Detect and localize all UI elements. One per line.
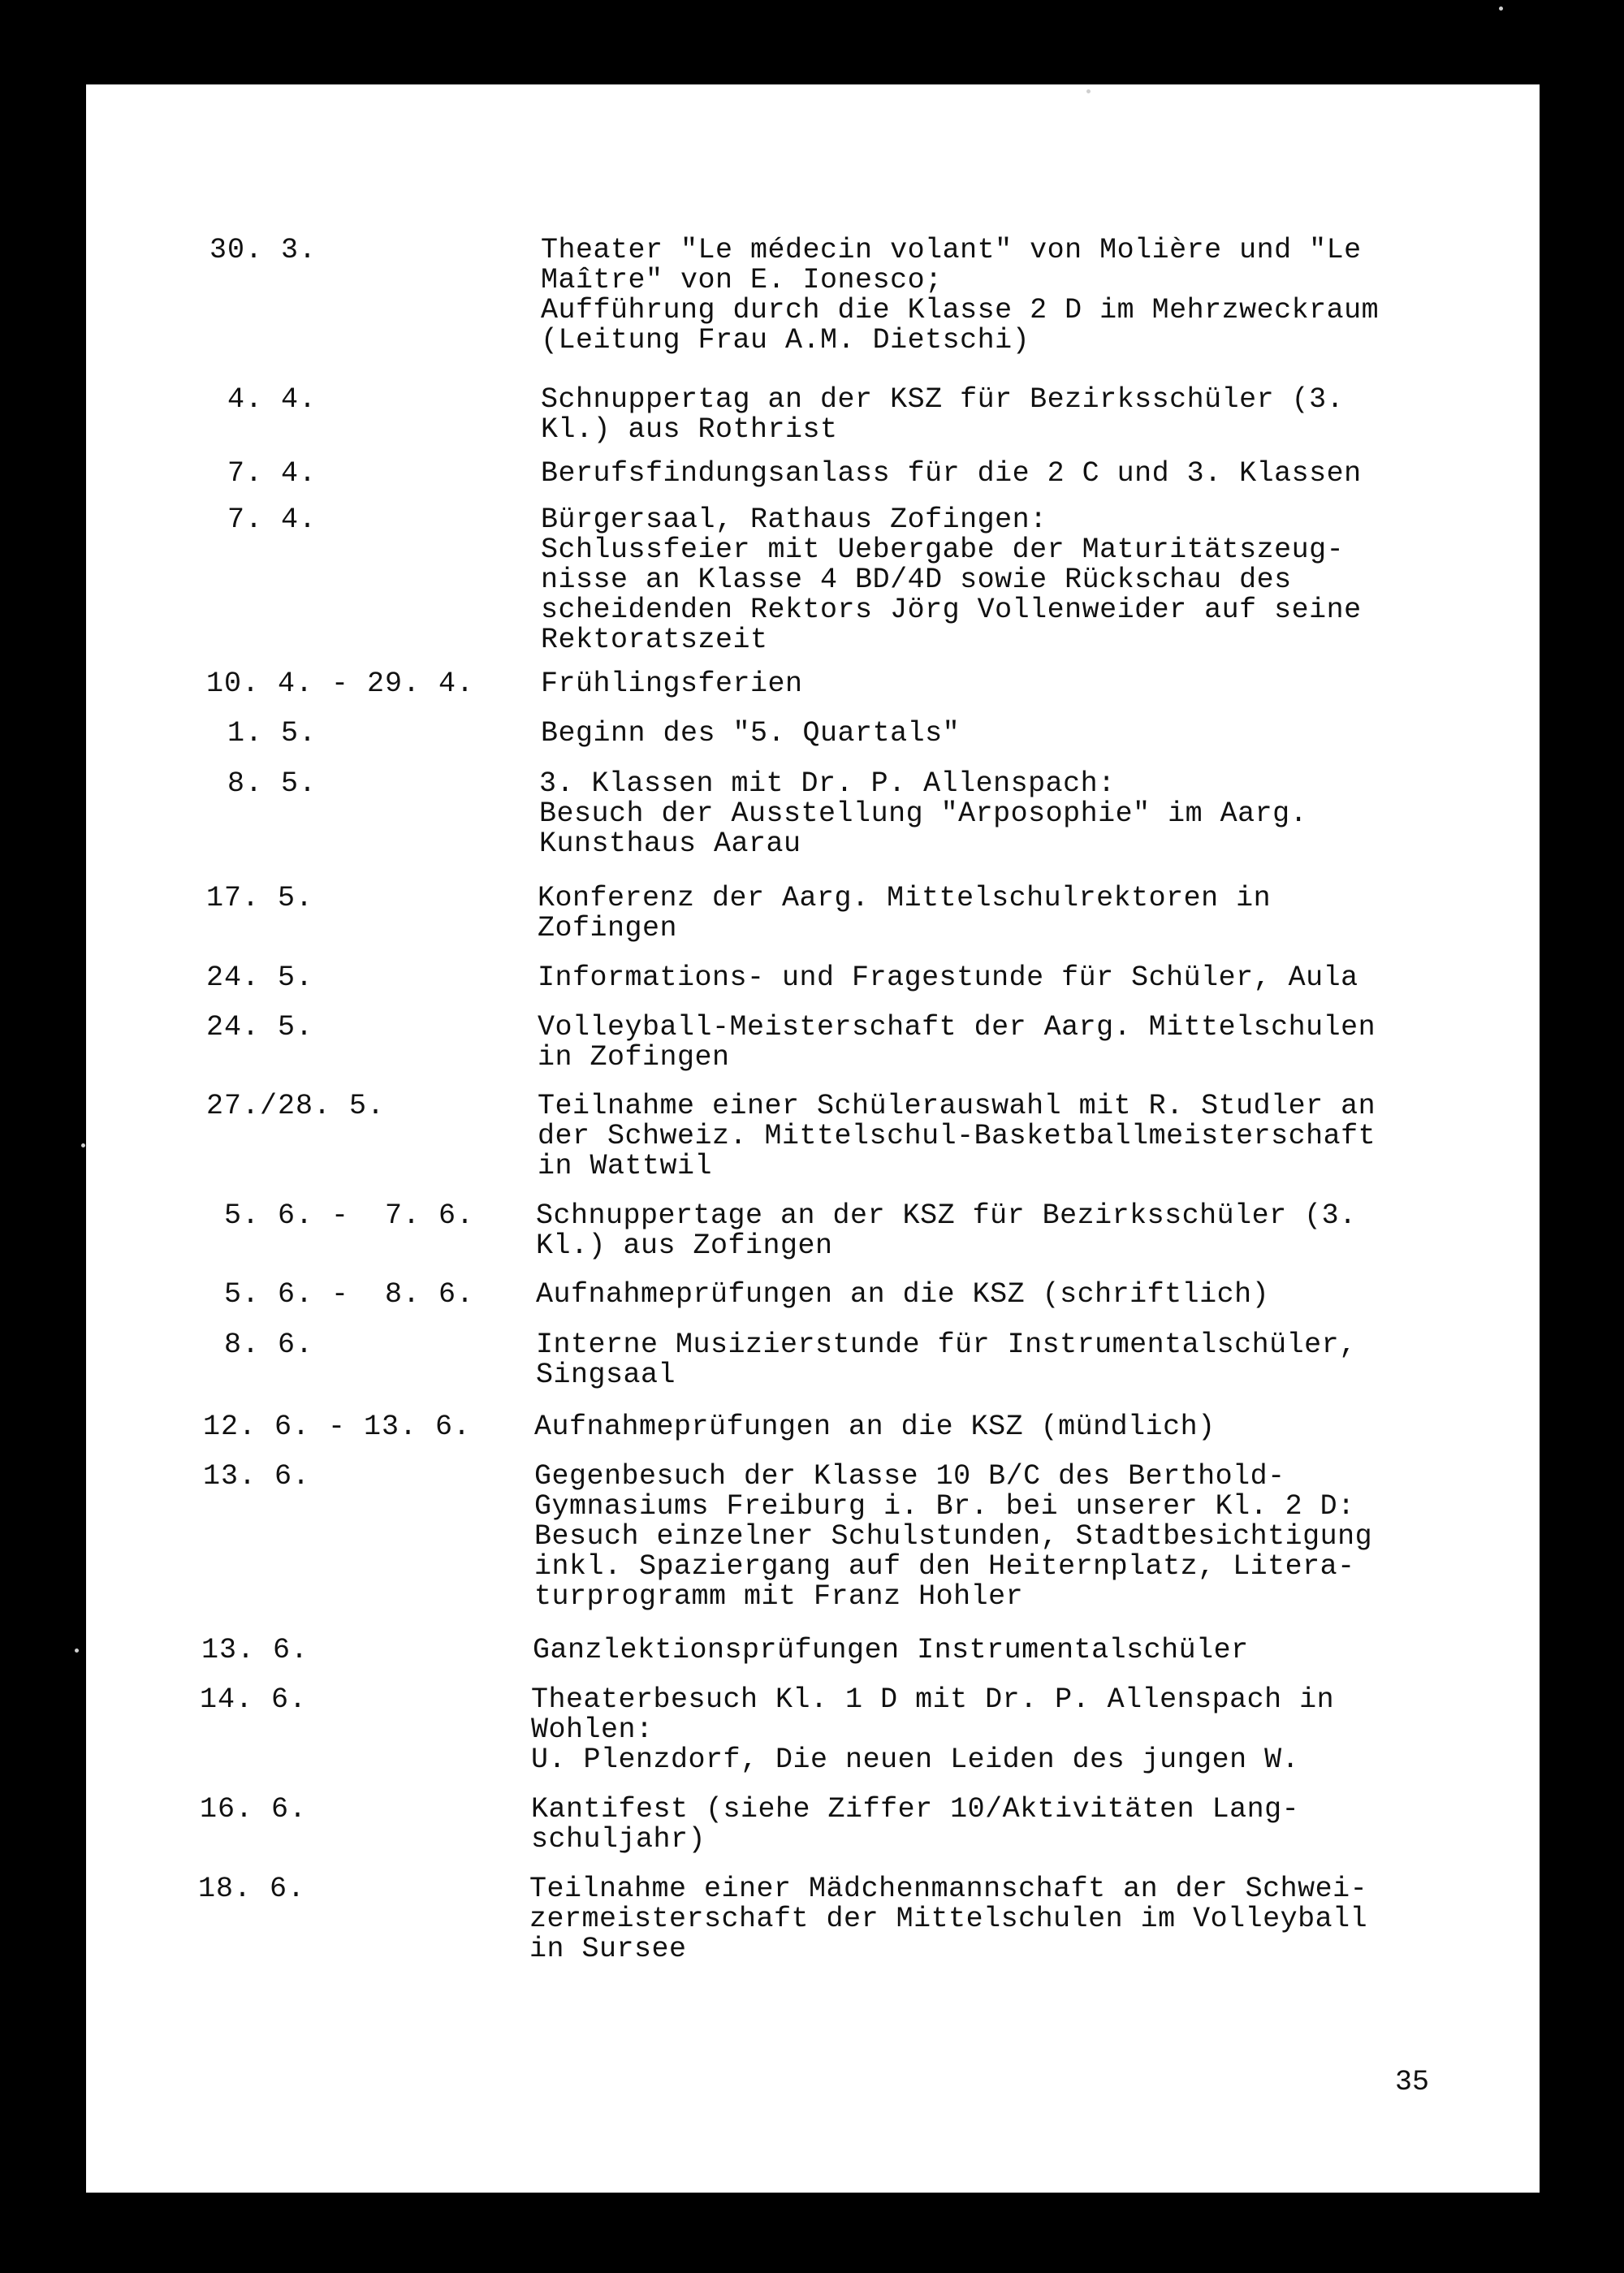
scan-speck — [81, 1143, 85, 1147]
event-description: Bürgersaal, Rathaus Zofingen: Schlussfeier mit Uebergabe der Maturitätszeug- nisse an Klasse 4 BD/4D sowie Rückschau des scheidenden Rektors Jörg Vollenweider auf seine Rektoratszeit — [541, 503, 1362, 656]
event-description: Aufnahmeprüfungen an die KSZ (mündlich) — [534, 1411, 1216, 1443]
event-date: 24. 5. — [206, 961, 314, 994]
event-description: Aufnahmeprüfungen an die KSZ (schriftlich) — [536, 1278, 1270, 1311]
document-page — [86, 84, 1540, 2193]
scan-speck — [75, 1649, 79, 1653]
event-date: 7. 4. — [209, 503, 317, 536]
event-list — [86, 84, 1540, 2193]
event-date: 14. 6. — [200, 1683, 308, 1716]
event-date: 17. 5. — [206, 882, 314, 914]
event-description: Informations- und Fragestunde für Schüler, Aula — [538, 961, 1358, 994]
event-description: Frühlingsferien — [541, 668, 803, 700]
event-description: Theaterbesuch Kl. 1 D mit Dr. P. Allenspach in Wohlen: U. Plenzdorf, Die neuen Leiden des jungen W. — [531, 1683, 1335, 1776]
event-date: 18. 6. — [198, 1873, 306, 1905]
scan-speck — [1499, 6, 1503, 11]
event-date: 13. 6. — [203, 1460, 311, 1493]
event-date: 7. 4. — [209, 457, 317, 490]
event-description: Berufsfindungsanlass für die 2 C und 3. Klassen — [541, 457, 1362, 490]
event-date: 13. 6. — [201, 1634, 309, 1666]
event-date: 24. 5. — [206, 1011, 314, 1044]
event-date: 10. 4. - 29. 4. — [206, 668, 475, 700]
event-description: Interne Musizierstunde für Instrumentalschüler, Singsaal — [536, 1329, 1357, 1391]
scan-speck — [1086, 89, 1091, 93]
event-date: 16. 6. — [200, 1793, 308, 1826]
event-date: 1. 5. — [209, 717, 317, 750]
event-description: Gegenbesuch der Klasse 10 B/C des Berthold- Gymnasiums Freiburg i. Br. bei unserer Kl. 2 D: Besuch einzelner Schulstunden, Stadtbesichtigung inkl. Spaziergang auf den Heiternplatz, Litera- turprogramm mit Franz Hohler — [534, 1460, 1373, 1613]
event-description: Teilnahme einer Schülerauswahl mit R. Studler an der Schweiz. Mittelschul-Basketballmeisterschaft in Wattwil — [538, 1090, 1376, 1182]
event-description: 3. Klassen mit Dr. P. Allenspach: Besuch der Ausstellung "Arposophie" im Aarg. Kunsthaus Aarau — [539, 767, 1308, 860]
event-description: Beginn des "5. Quartals" — [541, 717, 961, 750]
event-description: Konferenz der Aarg. Mittelschulrektoren in Zofingen — [538, 882, 1272, 944]
event-description: Schnuppertag an der KSZ für Bezirksschüler (3. Kl.) aus Rothrist — [541, 383, 1345, 446]
event-description: Theater "Le médecin volant" von Molière und "Le Maître" von E. Ionesco; Aufführung durch die Klasse 2 D im Mehrzweckraum (Leitung Frau A.M. Dietschi) — [541, 234, 1380, 357]
event-date: 5. 6. - 8. 6. — [206, 1278, 475, 1311]
page-number: 35 — [1395, 2066, 1430, 2098]
event-description: Volleyball-Meisterschaft der Aarg. Mittelschulen in Zofingen — [538, 1011, 1376, 1074]
event-description: Ganzlektionsprüfungen Instrumentalschüler — [533, 1634, 1249, 1666]
event-date: 30. 3. — [209, 234, 317, 266]
event-date: 8. 6. — [206, 1329, 314, 1361]
event-date: 8. 5. — [209, 767, 317, 800]
event-description: Kantifest (siehe Ziffer 10/Aktivitäten Lang- schuljahr) — [531, 1793, 1300, 1856]
event-description: Teilnahme einer Mädchenmannschaft an der Schwei- zermeisterschaft der Mittelschulen im Volleyball in Sursee — [529, 1873, 1368, 1965]
event-date: 4. 4. — [209, 383, 317, 416]
event-description: Schnuppertage an der KSZ für Bezirksschüler (3. Kl.) aus Zofingen — [536, 1199, 1357, 1262]
event-date: 12. 6. - 13. 6. — [203, 1411, 472, 1443]
event-date: 27./28. 5. — [206, 1090, 386, 1122]
event-date: 5. 6. - 7. 6. — [206, 1199, 475, 1232]
